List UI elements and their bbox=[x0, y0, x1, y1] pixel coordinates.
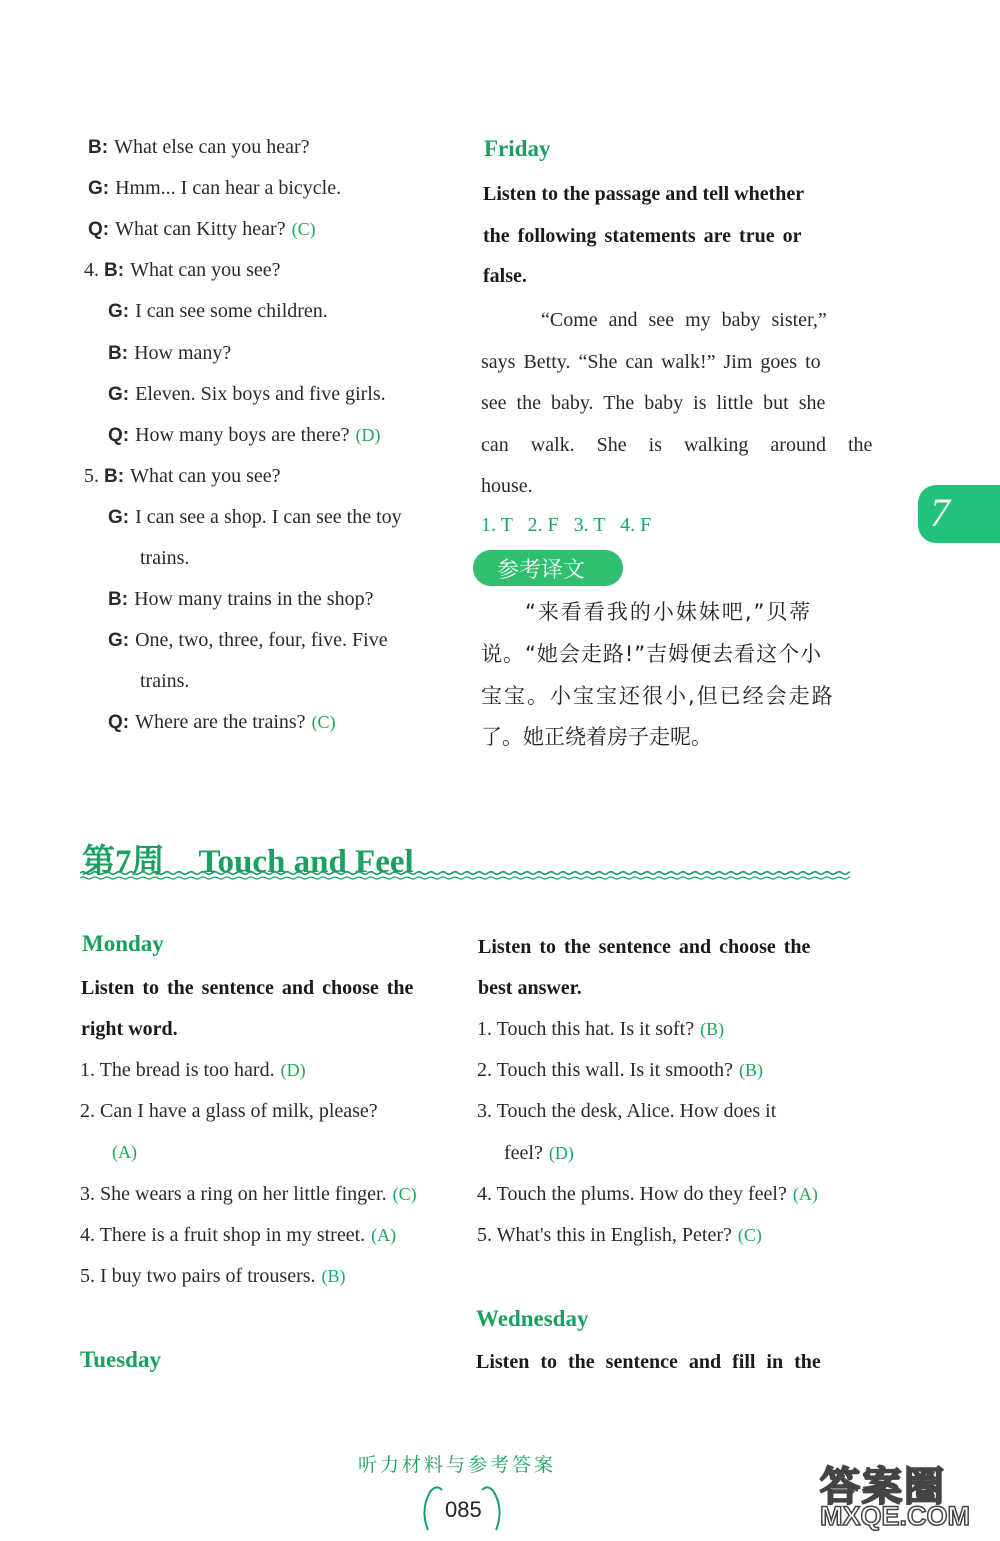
chapter-side-tab-number: 7 bbox=[930, 490, 950, 535]
dialog-speaker: Q: bbox=[108, 424, 130, 446]
friday-instruction-line-1: Listen to the passage and tell whether bbox=[483, 183, 805, 205]
question-text: 1. The bread is too hard. bbox=[80, 1059, 275, 1081]
question-text: 4. There is a fruit shop in my street. bbox=[80, 1223, 366, 1246]
friday-heading: Friday bbox=[484, 136, 551, 161]
translation-line-3: 宝宝。小宝宝还很小,但已经会走路 bbox=[481, 684, 835, 708]
question-item bbox=[477, 1056, 763, 1084]
best-answer-instruction-line-1: Listen to the sentence and choose the bbox=[478, 936, 811, 958]
watermark-logo bbox=[820, 1455, 995, 1535]
question-item bbox=[477, 1015, 724, 1043]
dialog-speaker: G: bbox=[108, 301, 130, 323]
dialog-text: Eleven. Six boys and five girls. bbox=[135, 382, 386, 405]
dialog-speaker: G: bbox=[108, 506, 130, 528]
question-text: 5. I buy two pairs of trousers. bbox=[80, 1265, 316, 1287]
page-number: 085 bbox=[445, 1497, 482, 1522]
question-answer: (B) bbox=[321, 1266, 346, 1286]
dialog-line bbox=[108, 421, 380, 450]
dialog-speaker: G: bbox=[108, 383, 130, 405]
dialog-text: I can see a shop. I can see the toy bbox=[135, 505, 402, 528]
question-text: 3. She wears a ring on her little finger. bbox=[80, 1182, 387, 1205]
tuesday-heading: Tuesday bbox=[80, 1347, 161, 1372]
week-title-prefix: 第7周 bbox=[82, 844, 165, 880]
dialog-answer: (C) bbox=[291, 219, 316, 240]
question-item bbox=[477, 1180, 818, 1208]
dialog-line bbox=[108, 339, 231, 368]
monday-instruction-line-1: Listen to the sentence and choose the bbox=[81, 977, 414, 999]
translation-line-2: 说。“她会走路!”吉姆便去看这个小 bbox=[481, 642, 823, 666]
question-answer: (A) bbox=[792, 1183, 818, 1204]
dialog-text: trains. bbox=[140, 670, 190, 693]
dialog-line bbox=[108, 503, 402, 532]
translation-label: 参考译文 bbox=[497, 558, 586, 583]
dialog-text: What can you see? bbox=[130, 464, 281, 487]
translation-line-4: 了。她正绕着房子走呢。 bbox=[481, 725, 712, 749]
dialog-speaker: B: bbox=[108, 342, 129, 364]
friday-instruction-line-2: the following statements are true or bbox=[483, 225, 802, 247]
dialog-text: trains. bbox=[140, 547, 190, 569]
question-text: 2. Touch this wall. Is it smooth? bbox=[477, 1059, 733, 1082]
translation-line-1: “来看看我的小妹妹吧,”贝蒂 bbox=[525, 600, 813, 624]
footer-caption: 听力材料与参考答案 bbox=[358, 1454, 557, 1476]
question-item bbox=[504, 1139, 574, 1167]
dialog-line bbox=[88, 174, 341, 203]
dialog-text: Where are the trains? bbox=[135, 711, 306, 734]
question-item bbox=[477, 1221, 762, 1249]
dialog-line bbox=[108, 380, 386, 409]
dialog-speaker: G: bbox=[88, 178, 110, 200]
monday-instruction-line-2: right word. bbox=[81, 1018, 178, 1040]
question-answer: (A) bbox=[371, 1224, 397, 1245]
dialog-line bbox=[88, 215, 316, 244]
question-item bbox=[106, 1138, 137, 1166]
question-item bbox=[80, 1221, 396, 1249]
dialog-text: How many boys are there? bbox=[135, 423, 350, 446]
question-answer: (C) bbox=[737, 1225, 762, 1245]
dialog-number: 5. bbox=[84, 464, 104, 487]
question-answer: (A) bbox=[112, 1142, 137, 1163]
chapter-side-tab bbox=[918, 485, 1000, 543]
friday-passage-line-1: “Come and see my baby sister,” bbox=[541, 309, 827, 331]
question-item bbox=[80, 1056, 306, 1084]
dialog-text: How many trains in the shop? bbox=[134, 588, 374, 611]
dialog-line bbox=[84, 256, 281, 285]
dialog-line bbox=[108, 626, 388, 655]
dialog-line bbox=[140, 544, 189, 572]
question-text: 2. Can I have a glass of milk, please? bbox=[80, 1100, 378, 1123]
watermark-chinese: 答案圈 bbox=[820, 1464, 946, 1510]
week-title-text: Touch and Feel bbox=[198, 844, 414, 880]
question-answer: (D) bbox=[280, 1060, 306, 1080]
dialog-text: What can you see? bbox=[130, 259, 281, 282]
friday-passage-line-2: says Betty. “She can walk!” Jim goes to bbox=[481, 351, 821, 373]
question-text: 3. Touch the desk, Alice. How does it bbox=[477, 1100, 777, 1123]
question-item bbox=[477, 1097, 776, 1125]
question-text: 4. Touch the plums. How do they feel? bbox=[477, 1182, 787, 1205]
dialog-text: I can see some children. bbox=[135, 300, 328, 323]
dialog-text: What else can you hear? bbox=[114, 136, 310, 158]
dialog-text: What can Kitty hear? bbox=[115, 218, 286, 241]
dialog-line bbox=[88, 133, 310, 162]
dialog-line bbox=[140, 667, 189, 695]
wednesday-heading: Wednesday bbox=[476, 1306, 589, 1331]
dialog-speaker: B: bbox=[104, 260, 125, 282]
question-answer: (B) bbox=[739, 1060, 763, 1081]
dialog-number: 4. bbox=[84, 259, 104, 282]
dialog-speaker: G: bbox=[108, 630, 130, 652]
best-answer-instruction-line-2: best answer. bbox=[478, 977, 582, 999]
question-text: 5. What's this in English, Peter? bbox=[477, 1224, 732, 1246]
question-text: feel? bbox=[504, 1141, 543, 1164]
dialog-speaker: Q: bbox=[108, 712, 130, 734]
friday-passage-line-4: can walk. She is walking around the bbox=[481, 434, 873, 456]
question-answer: (C) bbox=[392, 1183, 417, 1204]
friday-passage-line-5: house. bbox=[481, 475, 533, 497]
dialog-speaker: Q: bbox=[88, 219, 110, 241]
question-answer: (B) bbox=[700, 1019, 725, 1039]
question-item bbox=[80, 1097, 378, 1125]
dialog-speaker: B: bbox=[88, 137, 109, 158]
translation-label-pill bbox=[473, 550, 623, 586]
friday-answers: 1. T 2. F 3. T 4. F bbox=[481, 514, 652, 536]
dialog-line bbox=[108, 708, 336, 737]
dialog-speaker: B: bbox=[108, 589, 129, 611]
question-item bbox=[80, 1180, 417, 1208]
friday-instruction-line-3: false. bbox=[483, 265, 527, 287]
friday-passage-line-3: see the baby. The baby is little but she bbox=[481, 392, 826, 414]
dialog-text: Hmm... I can hear a bicycle. bbox=[115, 177, 342, 200]
dialog-line bbox=[108, 585, 373, 614]
question-text: 1. Touch this hat. Is it soft? bbox=[477, 1018, 695, 1040]
wednesday-instruction: Listen to the sentence and fill in the bbox=[476, 1351, 821, 1373]
question-item bbox=[80, 1262, 346, 1290]
dialog-text: How many? bbox=[134, 341, 232, 364]
dialog-text: One, two, three, four, five. Five bbox=[135, 629, 388, 652]
question-answer: (D) bbox=[548, 1142, 574, 1163]
dialog-answer: (D) bbox=[355, 424, 381, 445]
dialog-speaker: B: bbox=[104, 465, 125, 487]
wavy-divider bbox=[80, 868, 850, 882]
dialog-answer: (C) bbox=[311, 712, 336, 733]
watermark-domain: MXQE.COM bbox=[820, 1501, 971, 1531]
dialog-line bbox=[84, 462, 281, 491]
dialog-line bbox=[108, 297, 328, 326]
monday-heading: Monday bbox=[82, 931, 164, 956]
